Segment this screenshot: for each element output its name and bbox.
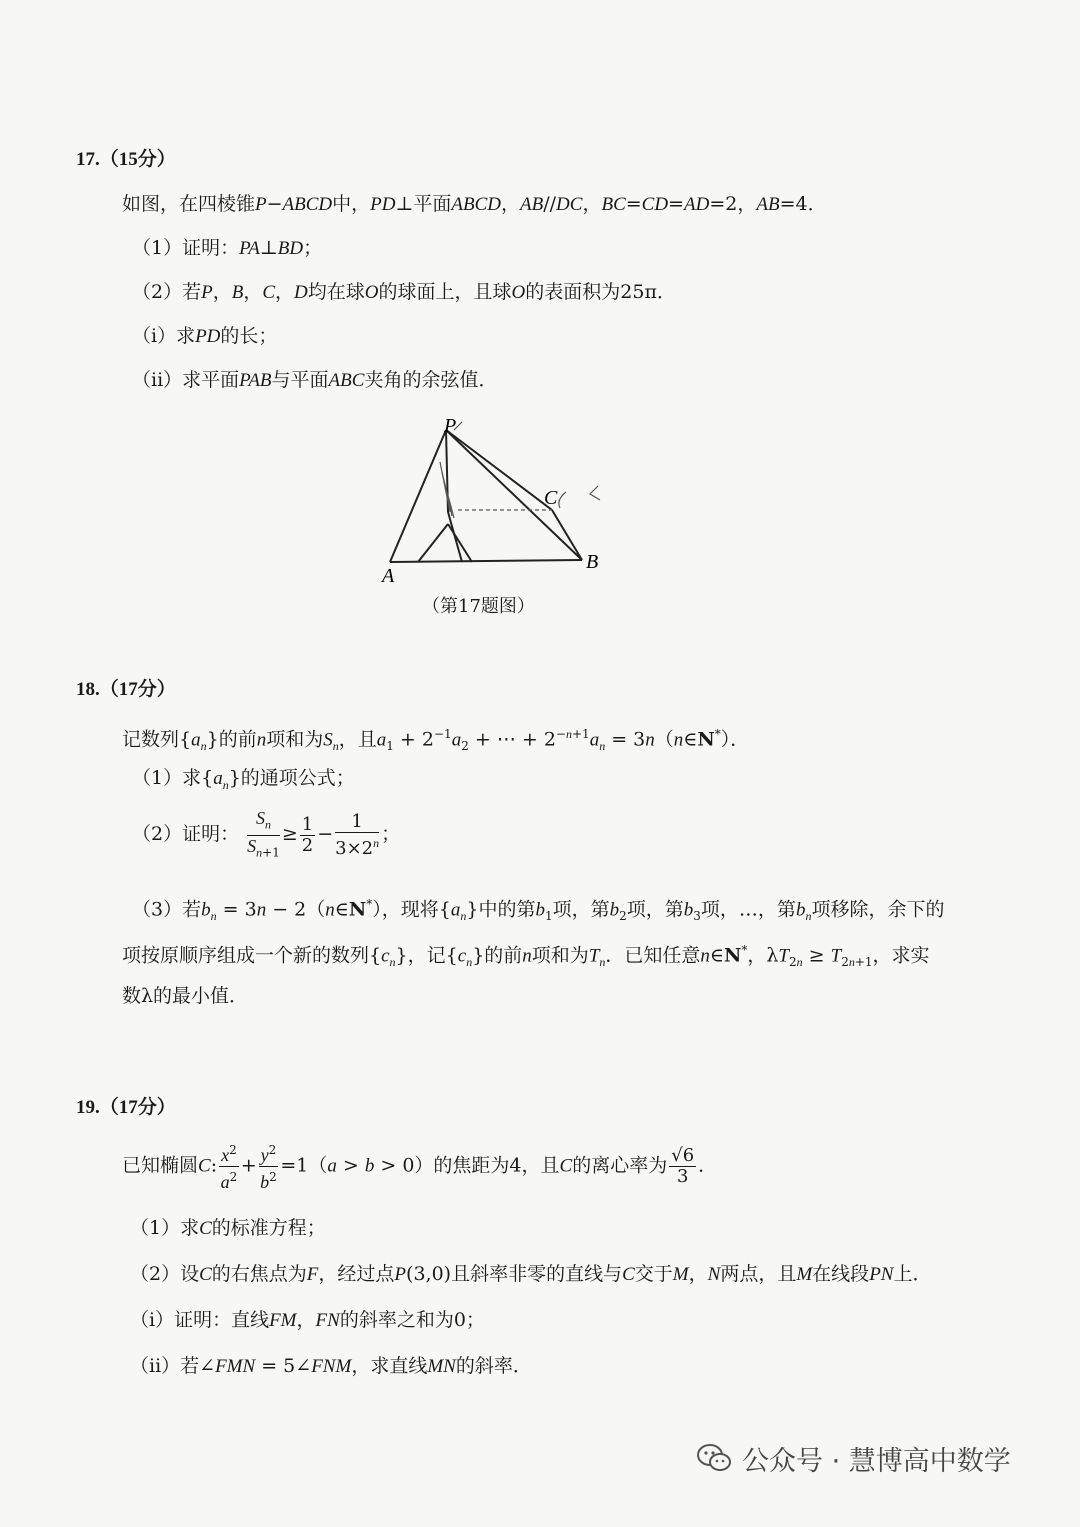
label-b: B [586,551,599,573]
q18-sub3-line2: 项按原顺序组成一个新的数列$\{c_n\}$，记$\{c_n\}$的前n项和为$T_n$．已知任意n∈N*，$\lambda T_{2n} \ge T_{2n+1}$，求实 [122,943,930,970]
q17-header: 17.（15分） [76,149,176,170]
q19-header: 19.（17分） [76,1097,176,1118]
q19-stem: 已知椭圆C: $\frac{x^2}{a^2}$ + $\frac{y^2}{b^2}$ =1（a > b > 0）的焦距为4，且C的离心率为 $\frac{√6}{3}$ ． [122,1140,717,1193]
q18-stem: 记数列$\{a_n\}$的前n项和为$S_n$，且$a_1 + 2^{-1}a_2$ + ⋯ + $2^{-n+1}a_n$ = 3n（n∈N*）． [122,727,750,754]
q18-sub3: （3）若$b_n = 3n$ − 2（n∈N*），现将$\{a_n\}$中的第$b_1$项，第$b_2$项，第$b_3$项，…，第$b_n$项移除，余下的 [132,897,945,924]
figure-caption: （第17题图） [422,596,535,617]
q18-sub1: （1）求$\{a_n\}$的通项公式； [132,767,355,792]
q18-header: 18.（17分） [76,679,176,700]
wechat-icon [696,1442,732,1474]
label-a: A [382,565,395,587]
q17-sub-ii: （ii）求平面PAB与平面ABC夹角的余弦值． [132,369,498,391]
footer-watermark [696,1438,1011,1478]
footer-text: 公众号 · 慧博高中数学 [742,1445,1011,1477]
label-p: P [444,415,457,437]
q19-sub1: （1）求C的标准方程； [130,1217,326,1239]
q19-sub2: （2）设C的右焦点为F，经过点P(3,0)且斜率非零的直线与C交于M，N两点，且M在线段PN上． [130,1263,932,1285]
q17-sub-i: （i）求PD的长； [132,325,278,347]
label-c: C [544,487,558,509]
q17-sub2: （2）若P，B，C，D均在球O的球面上，且球O的表面积为25π． [132,281,676,303]
pyramid-figure [376,412,616,592]
q17-sub1: （1）证明：PA⊥BD； [132,237,323,259]
q19-sub-i: （i）证明：直线FM，FN的斜率之和为0； [130,1309,485,1331]
q17-stem: 如图，在四棱锥P−ABCD中，PD⊥平面ABCD，AB//DC，BC=CD=AD=2，AB=4． [122,193,827,215]
q19-sub-ii: （ii）若∠FMN = 5∠FNM，求直线MN的斜率． [130,1355,532,1377]
q18-sub2: （2）证明： $\frac{S_n}{S_{n+1}}$ ≥ $\frac{1}{2}$ − $\frac{1}{3\times 2^n}$ ； [132,808,401,860]
q18-sub3-line3: 数λ的最小值． [122,985,249,1007]
